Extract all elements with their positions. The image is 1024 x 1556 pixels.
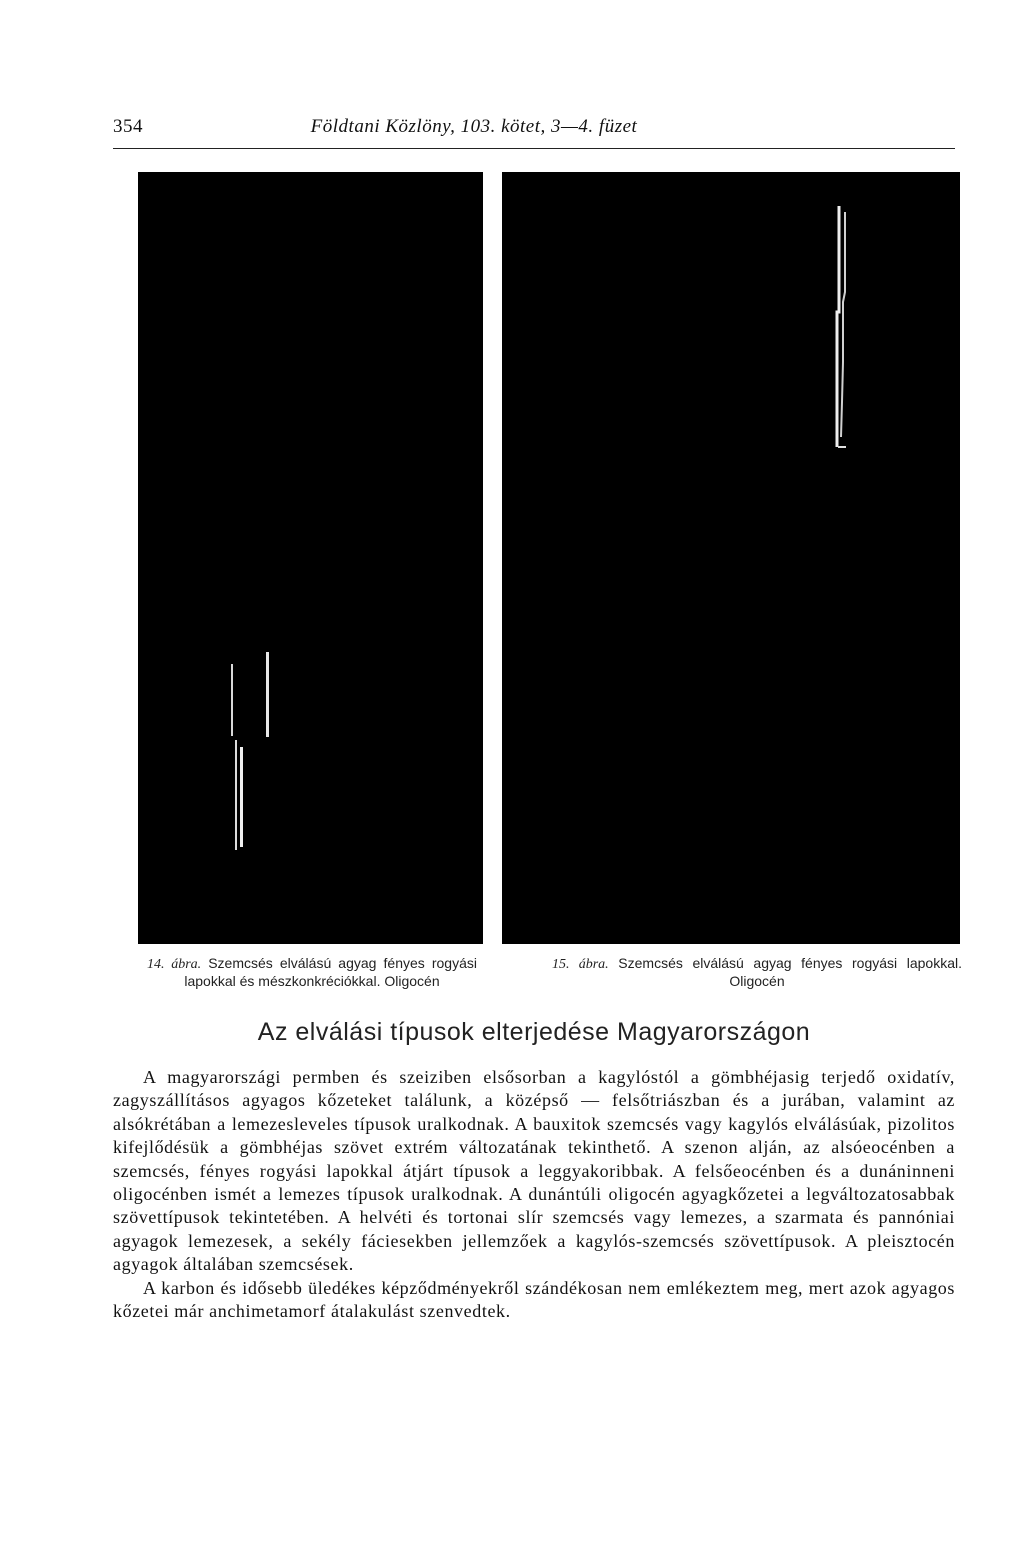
page-number: 354: [113, 116, 143, 137]
figure-14-photo: [138, 172, 483, 944]
running-head: [113, 116, 955, 149]
photo-scratch: [837, 206, 839, 447]
photo-scratch: [235, 740, 237, 850]
figure-14-artifacts: [138, 172, 483, 944]
paragraph: A karbon és idősebb üledékes képződményekről szándékosan nem emlékeztem meg, mert azok agyagos kőzetei már anchimetamorf átalakulást szenvedtek.: [113, 1277, 955, 1322]
paragraph: A magyarországi permben és szeiziben elsősorban a kagylóstól a gömbhéjasig terjedő oxidatív, zagyszállításos agyagos kőzeteket találunk, a középső — felsőtriászban és a jurában, valamint az alsókrétában a lemezesleveles típusok uralkodnak. A bauxitok szemcsés vagy kagylós elválásúak, pizolitos kifejlődésük a gömbhéjas szövet extrém változatának tekinthető. A szenon alján, az alsóeocénben a szemcsés, fényes rogyási lapokkal átjárt típusok a leggyakoribbak. A felsőeocénben és a dunáninneni oligocénben ismét a lemezes típusok uralkodnak. A dunántúli oligocén agyagkőzetei a legváltozatosabbak szövettípusok tekintetében. A helvéti és tortonai slír szemcsés vagy lemezes, a szarmata és pannóniai agyagok lemezesek, a sekély fáciesekben jellemzőek a kagylós-szemcsés szövettípusok. A pleisztocén agyagok általában szemcsések.: [113, 1067, 955, 1275]
photo-scratch: [841, 212, 845, 437]
photo-scratch: [231, 664, 233, 736]
figure-15-label: 15. ábra.: [552, 957, 609, 972]
figure-14-label: 14. ábra.: [147, 957, 202, 972]
figure-plates: [138, 172, 960, 944]
figure-15-photo: [502, 172, 960, 944]
photo-scratch: [240, 747, 243, 847]
body-text: [113, 1066, 955, 1323]
figure-15-caption-text: Szemcsés elválású agyag fényes rogyási lapokkal. Oligocén: [618, 955, 963, 989]
figure-15-caption: [552, 955, 962, 989]
figure-14-caption: [147, 955, 477, 989]
section-title: Az elválási típusok elterjedése Magyarországon: [257, 1018, 811, 1046]
journal-title: Földtani Közlöny, 103. kötet, 3—4. füzet: [310, 116, 638, 137]
figure-15-artifacts: [502, 172, 960, 944]
figure-14-caption-text: Szemcsés elválású agyag fényes rogyási lapokkal és mészkonkréciókkal. Oligocén: [184, 955, 477, 989]
photo-scratch: [266, 652, 269, 737]
